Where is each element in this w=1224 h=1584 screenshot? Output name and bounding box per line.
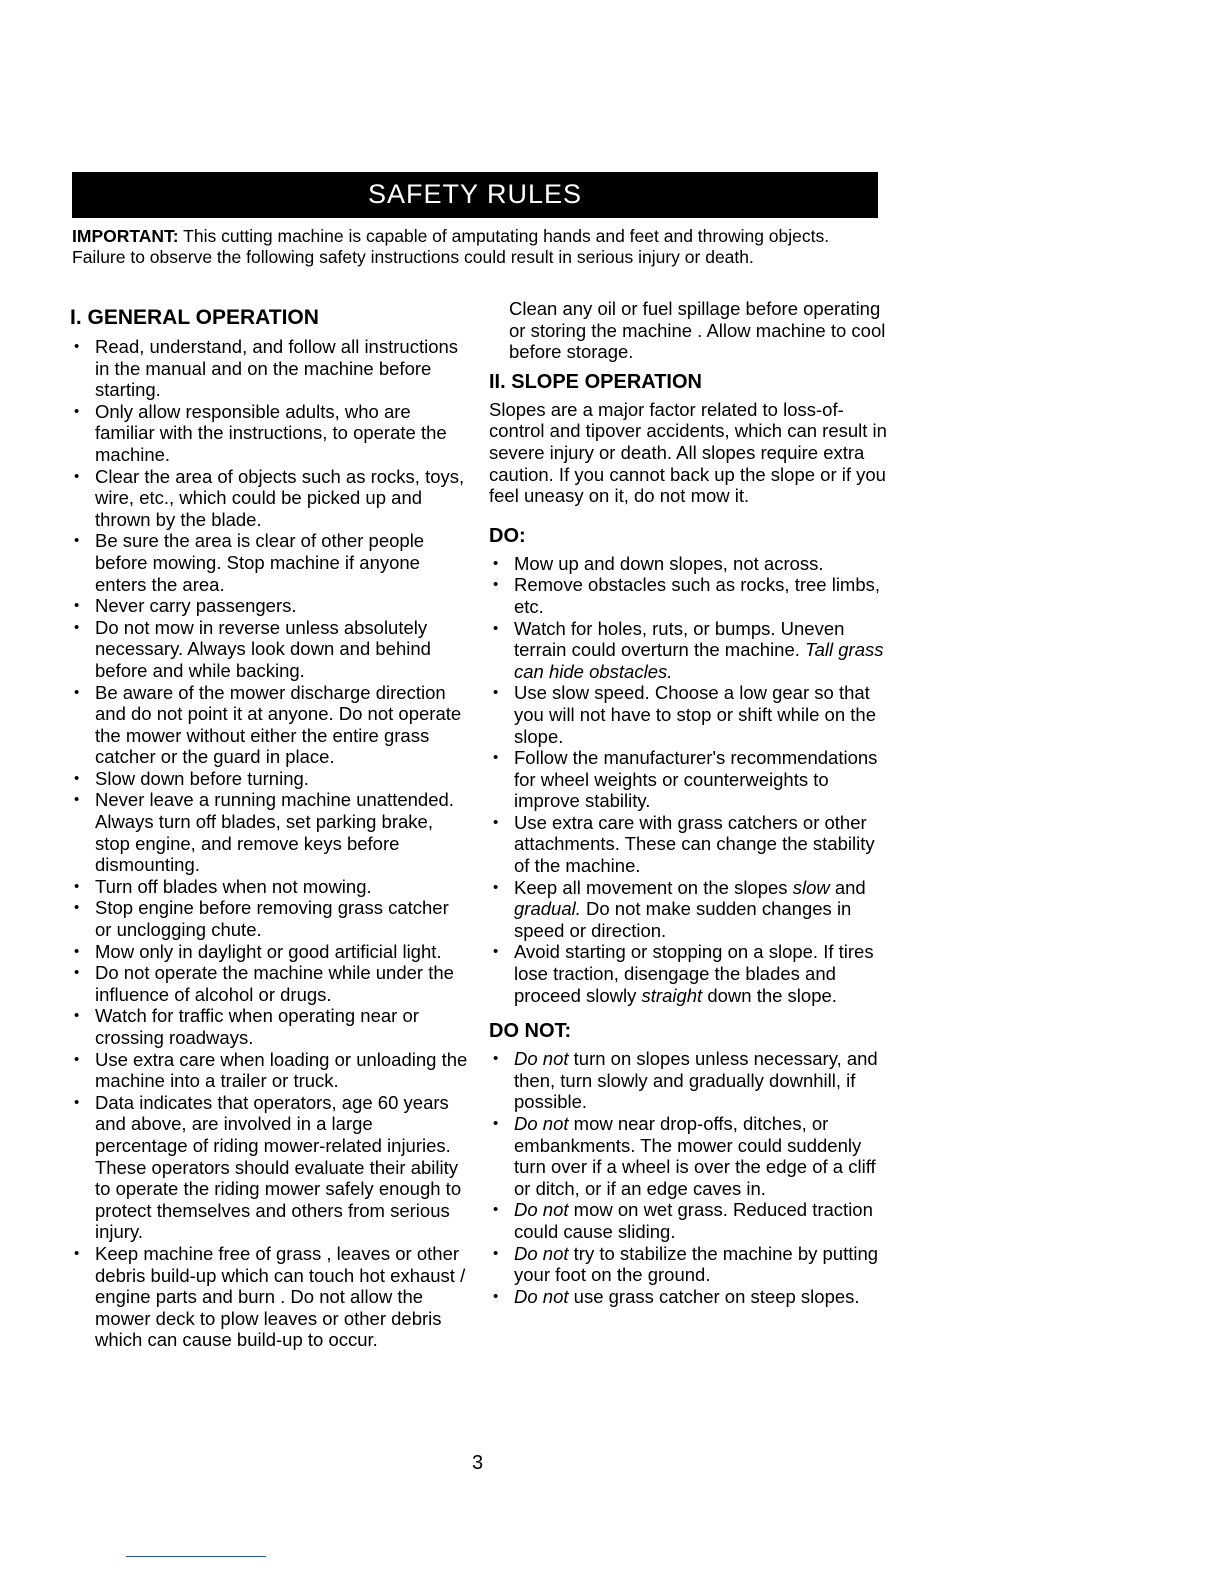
list-item: • Do not try to stabilize the machine by putting your foot on the ground. — [489, 1243, 889, 1286]
important-notice — [72, 226, 872, 268]
list-item: • Do not mow in reverse unless absolutely necessary. Always look down and behind before and while backing. — [70, 617, 470, 682]
important-label: IMPORTANT: — [72, 226, 179, 246]
list-item: • Do not turn on slopes unless necessary, and then, turn slowly and gradually downhill, if possible. — [489, 1048, 889, 1113]
right-column — [489, 298, 889, 1307]
list-item: • Mow up and down slopes, not across. — [489, 553, 889, 575]
section-title-bar — [72, 172, 878, 218]
list-item: • Follow the manufacturer's recommendations for wheel weights or counterweights to improve stability. — [489, 747, 889, 812]
footer-divider — [126, 1556, 266, 1557]
list-item: • Keep machine free of grass , leaves or other debris build-up which can touch hot exhaust / engine parts and burn . Do not allow the mower deck to plow leaves or other debris which can cause build-up to occur. — [70, 1243, 470, 1351]
list-item: • Watch for holes, ruts, or bumps. Uneven terrain could overturn the machine. Tall grass can hide obstacles. — [489, 618, 889, 683]
list-item: • Data indicates that operators, age 60 years and above, are involved in a large percentage of riding mower-related injuries. These operators should evaluate their ability to operate the riding mower safely enough to protect themselves and others from serious injury. — [70, 1092, 470, 1243]
general-operation-heading: I. GENERAL OPERATION — [70, 306, 319, 329]
list-item: • Mow only in daylight or good artificial light. — [70, 941, 470, 963]
list-item: • Remove obstacles such as rocks, tree limbs, etc. — [489, 574, 889, 617]
list-item: • Do not mow on wet grass. Reduced traction could cause sliding. — [489, 1199, 889, 1242]
list-item: • Never leave a running machine unattended. Always turn off blades, set parking brake, stop engine, and remove keys before dismounting. — [70, 789, 470, 875]
list-item: • Do not operate the machine while under the influence of alcohol or drugs. — [70, 962, 470, 1005]
list-item: • Use extra care when loading or unloading the machine into a trailer or truck. — [70, 1049, 470, 1092]
list-item: • Do not mow near drop-offs, ditches, or embankments. The mower could suddenly turn over if a wheel is over the edge of a cliff or ditch, or if an edge caves in. — [489, 1113, 889, 1199]
list-item: • Turn off blades when not mowing. — [70, 876, 470, 898]
list-item: • Use extra care with grass catchers or other attachments. These can change the stability of the machine. — [489, 812, 889, 877]
important-text: This cutting machine is capable of amputating hands and feet and throwing objects. Failure to observe the following safety instructions could result in serious injury or death. — [72, 226, 830, 267]
general-continuation: Clean any oil or fuel spillage before operating or storing the machine . Allow machine to cool before storage. — [509, 298, 886, 363]
do-not-heading: DO NOT: — [489, 1020, 572, 1043]
list-item: • Stop engine before removing grass catcher or unclogging chute. — [70, 897, 470, 940]
slope-intro: Slopes are a major factor related to loss-of-control and tipover accidents, which can result in severe injury or death. All slopes require extra caution. If you cannot back up the slope or if you feel uneasy on it, do not mow it. — [489, 398, 887, 507]
do-list — [489, 553, 889, 1006]
list-item: • Keep all movement on the slopes slow and gradual. Do not make sudden changes in speed or direction. — [489, 877, 889, 942]
list-item: • Clear the area of objects such as rocks, toys, wire, etc., which could be picked up and thrown by the blade. — [70, 466, 470, 531]
list-item: • Only allow responsible adults, who are familiar with the instructions, to operate the machine. — [70, 401, 470, 466]
list-item: • Avoid starting or stopping on a slope. If tires lose traction, disengage the blades and proceed slowly straight down the slope. — [489, 941, 889, 1006]
list-item: • Slow down before turning. — [70, 768, 470, 790]
do-not-list — [489, 1048, 889, 1307]
general-operation-list — [70, 336, 470, 1351]
list-item: • Never carry passengers. — [70, 595, 470, 617]
list-item: • Watch for traffic when operating near or crossing roadways. — [70, 1005, 470, 1048]
list-item: • Be aware of the mower discharge direction and do not point it at anyone. Do not operate the mower without either the entire grass catcher or the guard in place. — [70, 682, 470, 768]
list-item: • Be sure the area is clear of other people before mowing. Stop machine if anyone enters the area. — [70, 530, 470, 595]
list-item: • Use slow speed. Choose a low gear so that you will not have to stop or shift while on the slope. — [489, 682, 889, 747]
list-item: • Do not use grass catcher on steep slopes. — [489, 1286, 889, 1308]
slope-operation-heading: II. SLOPE OPERATION — [489, 370, 702, 393]
page-number: 3 — [472, 1452, 484, 1474]
left-column — [70, 306, 470, 1351]
do-heading: DO: — [489, 524, 526, 547]
list-item: • Read, understand, and follow all instructions in the manual and on the machine before starting. — [70, 336, 470, 401]
page-title: SAFETY RULES — [367, 179, 583, 209]
